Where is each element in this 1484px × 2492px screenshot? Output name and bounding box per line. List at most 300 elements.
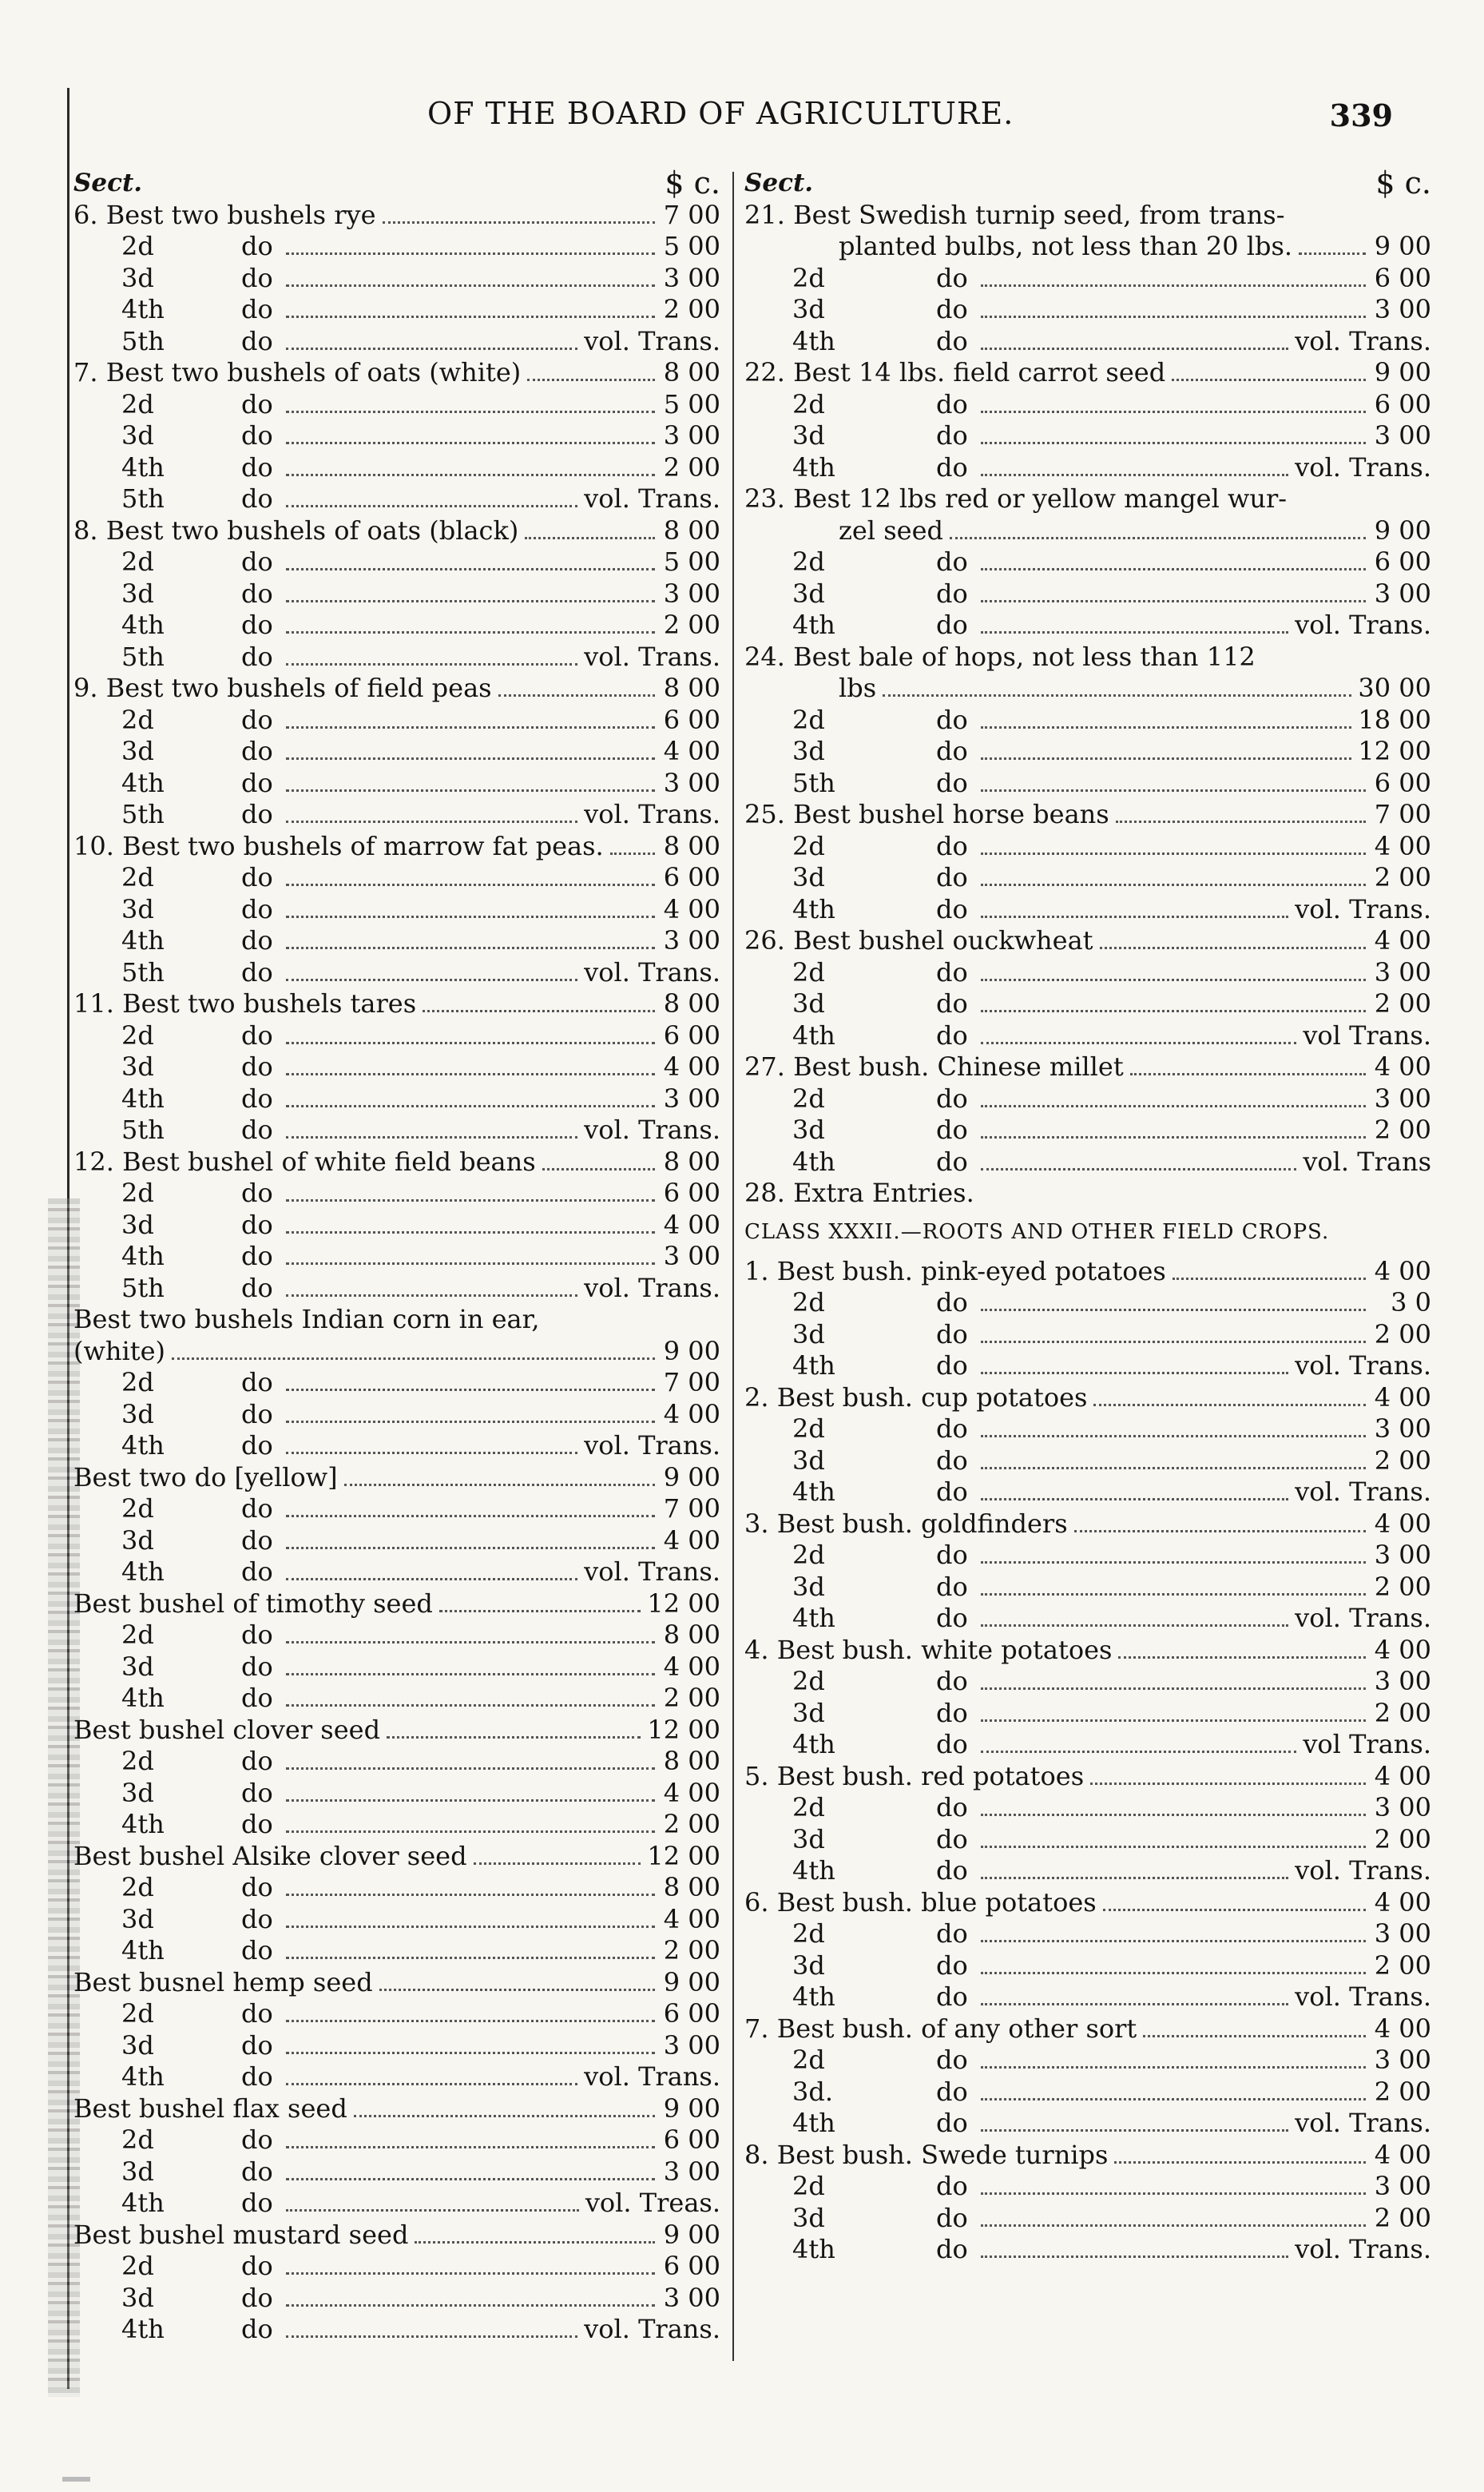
leader-dots (981, 1498, 1288, 1500)
prize-line (73, 1715, 720, 1747)
leader-dots (286, 1421, 655, 1423)
prize-amount: 7 00 (663, 1493, 720, 1524)
prize-line (73, 1998, 720, 2030)
place-label: 3d (792, 1949, 825, 1981)
entry-label: Best two do [yellow] (73, 1461, 338, 1492)
prize-amount: 4 00 (1374, 925, 1431, 956)
prize-line (73, 2220, 720, 2252)
prize-line (73, 1115, 720, 1147)
prize-line (744, 799, 1431, 831)
prize-line (73, 1210, 720, 1242)
leader-dots (286, 2178, 655, 2180)
prize-line (744, 1508, 1431, 1540)
prize-amount: 2 00 (1374, 988, 1431, 1019)
prize-line (73, 1273, 720, 1305)
prize-line (744, 1020, 1431, 1052)
right-prize-list (744, 200, 1431, 2266)
place-label: 5th (121, 641, 165, 672)
leader-dots (286, 1704, 655, 1707)
entry-label: Best busnel hemp seed (73, 1966, 373, 1997)
prize-amount: 4 00 (1374, 1760, 1431, 1791)
leader-dots (981, 757, 1352, 760)
prize-line (73, 2188, 720, 2220)
entry-label: 25. Best bushel horse beans (744, 799, 1109, 829)
place-label: 2d (121, 862, 154, 892)
ditto-label: do (936, 704, 968, 735)
prize-line (744, 2013, 1431, 2045)
place-label: 3d (792, 1445, 825, 1476)
place-label: 2d (792, 2171, 825, 2201)
prize-line (744, 831, 1431, 863)
ditto-label: do (936, 893, 968, 924)
place-label: 3d (792, 2202, 825, 2233)
ditto-label: do (936, 1019, 968, 1051)
prize-amount: 4 00 (1374, 830, 1431, 861)
ditto-label: do (241, 1083, 273, 1114)
prize-line (744, 200, 1431, 232)
leader-dots (286, 252, 655, 255)
prize-amount: 4 00 (1374, 2013, 1431, 2044)
ditto-label: do (936, 1540, 968, 1570)
leader-dots (981, 284, 1366, 287)
leader-dots (981, 1309, 1366, 1311)
leader-dots (286, 1452, 577, 1454)
prize-amount: 2 00 (663, 451, 720, 483)
place-label: 2d (121, 1178, 154, 1208)
leader-dots (981, 442, 1366, 444)
prize-amount: 7 00 (663, 1367, 720, 1397)
leader-dots (981, 1105, 1366, 1107)
prize-amount: 3 00 (1374, 956, 1431, 988)
prize-amount: 8 00 (663, 515, 720, 546)
ditto-label: do (241, 2061, 273, 2092)
place-label: 2d (121, 1998, 154, 2029)
prize-line (744, 1256, 1431, 1288)
prize-amount: 3 0 (1391, 1287, 1431, 1318)
leader-dots (542, 1168, 655, 1170)
ditto-label: do (936, 1918, 968, 1949)
prize-line (73, 420, 720, 452)
prize-line (744, 1729, 1431, 1761)
leader-dots (981, 1814, 1366, 1816)
place-label: 3d. (792, 2076, 834, 2107)
leader-dots (981, 1467, 1366, 1469)
page-header (0, 96, 1484, 152)
prize-amount: 4 00 (663, 1051, 720, 1082)
leader-dots (981, 2098, 1366, 2101)
prize-amount: vol. Treas. (585, 2188, 720, 2218)
prize-line (744, 515, 1431, 547)
prize-amount: 8 00 (663, 1146, 720, 1177)
prize-line (744, 420, 1431, 452)
prize-amount: 4 00 (1374, 1508, 1431, 1539)
place-label: 2d (792, 704, 825, 735)
prize-amount: vol. Trans. (1295, 1981, 1431, 2012)
left-prize-list (73, 200, 720, 2346)
prize-amount: 3 00 (663, 578, 720, 609)
leader-dots (981, 631, 1288, 634)
place-label: 3d (121, 262, 154, 293)
place-label: 4th (792, 893, 835, 924)
ditto-label: do (241, 1777, 273, 1808)
ditto-label: do (241, 1178, 273, 1208)
place-label: 4th (792, 610, 835, 640)
prize-amount: 9 00 (663, 2093, 720, 2124)
prize-line (73, 2061, 720, 2093)
prize-amount: vol. Trans. (1295, 2108, 1431, 2138)
leader-dots (354, 2115, 655, 2117)
ditto-label: do (936, 1603, 968, 1633)
ditto-label: do (241, 388, 273, 419)
place-label: 4th (121, 925, 165, 956)
place-label: 2d (792, 956, 825, 988)
prize-amount: vol. Trans. (1295, 451, 1431, 483)
left-column (73, 165, 720, 2346)
prize-amount: 6 00 (663, 704, 720, 735)
ditto-label: do (241, 2251, 273, 2281)
prize-amount: 3 00 (1374, 2045, 1431, 2075)
prize-line (73, 1651, 720, 1683)
leader-dots (286, 2335, 577, 2338)
place-label: 4th (121, 2188, 165, 2218)
leader-dots (981, 1751, 1297, 1753)
prize-line (744, 2234, 1431, 2266)
sect-label: Sect. (73, 169, 143, 197)
entry-label: 8. Best bush. Swede turnips (744, 2139, 1109, 2170)
dollars-cents-label: $ c. (1375, 165, 1431, 201)
prize-amount: 4 00 (663, 736, 720, 766)
leader-dots (286, 2083, 577, 2085)
leader-dots (981, 884, 1366, 886)
place-label: 4th (121, 1083, 165, 1114)
ditto-label: do (241, 1019, 273, 1051)
leader-dots (387, 1736, 641, 1739)
leader-dots (981, 1042, 1297, 1044)
prize-line (744, 294, 1431, 326)
ditto-label: do (936, 767, 968, 798)
ditto-label: do (936, 1477, 968, 1507)
leader-dots (286, 1894, 655, 1896)
place-label: 2d (792, 1083, 825, 1114)
ditto-label: do (936, 262, 968, 293)
prize-line (73, 1367, 720, 1399)
prize-amount: 4 00 (1374, 1886, 1431, 1918)
ditto-label: do (936, 578, 968, 609)
entry-label: 21. Best Swedish turnip seed, from trans- (744, 199, 1285, 230)
prize-line (73, 1336, 720, 1368)
entry-label: Best bushel Alsike clover seed (73, 1840, 467, 1871)
leader-dots (286, 631, 655, 634)
prize-line (744, 1540, 1431, 1572)
place-label: 4th (792, 451, 835, 483)
prize-line (73, 1147, 720, 1178)
prize-amount: 2 00 (1374, 1445, 1431, 1476)
entry-label: 6. Best bush. blue potatoes (744, 1886, 1097, 1918)
prize-line (744, 1603, 1431, 1635)
prize-line (744, 1445, 1431, 1477)
place-label: 4th (792, 1350, 835, 1381)
prize-line (73, 326, 720, 358)
prize-line (744, 1382, 1431, 1414)
ditto-label: do (936, 1855, 968, 1886)
ditto-label: do (241, 1241, 273, 1271)
leader-dots (1130, 1073, 1366, 1075)
prize-line (744, 263, 1431, 295)
prize-amount: 2 00 (1374, 1115, 1431, 1145)
prize-amount: 6 00 (1374, 388, 1431, 419)
entry-label: 9. Best two bushels of field peas (73, 673, 492, 703)
prize-line (744, 326, 1431, 358)
prize-line (744, 1950, 1431, 1982)
running-head: OF THE BOARD OF AGRICULTURE. (427, 96, 1014, 131)
prize-line (744, 1083, 1431, 1115)
prize-line (744, 705, 1431, 737)
prize-line (744, 1698, 1431, 1730)
place-label: 2d (121, 1746, 154, 1776)
leader-dots (286, 1105, 655, 1107)
prize-amount: 9 00 (663, 1461, 720, 1492)
prize-line (744, 357, 1431, 389)
prize-amount: 4 00 (663, 1651, 720, 1682)
prize-line (744, 1477, 1431, 1508)
ditto-label: do (936, 1792, 968, 1822)
ditto-label: do (241, 610, 273, 640)
prize-line (73, 705, 720, 737)
prize-amount: 2 00 (1374, 1318, 1431, 1349)
prize-amount: 4 00 (663, 1777, 720, 1808)
prize-amount: 3 00 (1374, 1413, 1431, 1444)
place-label: 4th (121, 451, 165, 483)
place-label: 4th (792, 1981, 835, 2012)
leader-dots (981, 979, 1366, 981)
leader-dots (981, 1010, 1366, 1012)
ditto-label: do (241, 1872, 273, 1902)
prize-line (73, 2124, 720, 2156)
prize-line (73, 673, 720, 705)
sect-label: Sect. (744, 169, 814, 197)
entry-label: 28. Extra Entries. (744, 1178, 974, 1208)
ditto-label: do (936, 830, 968, 861)
ditto-label: do (936, 451, 968, 483)
prize-line (73, 1493, 720, 1525)
leader-dots (981, 474, 1288, 476)
leader-dots (525, 537, 655, 539)
place-label: 4th (792, 325, 835, 356)
leader-dots (1103, 1909, 1366, 1911)
prize-line (744, 1855, 1431, 1887)
prize-line (73, 894, 720, 926)
ditto-label: do (241, 1903, 273, 1934)
ditto-label: do (241, 1430, 273, 1461)
page-number: 339 (1329, 97, 1393, 133)
prize-amount: 9 00 (1374, 231, 1431, 261)
prize-line (744, 1413, 1431, 1445)
prize-amount: vol. Trans. (1295, 1477, 1431, 1507)
prize-amount: 9 00 (663, 2219, 720, 2250)
place-label: 3d (121, 420, 154, 451)
leader-dots (172, 1357, 655, 1360)
right-column-header (744, 165, 1431, 201)
ditto-label: do (936, 1571, 968, 1602)
leader-dots (981, 411, 1366, 413)
prize-amount: vol. Trans. (1295, 610, 1431, 640)
ditto-label: do (241, 294, 273, 324)
prize-line (73, 1841, 720, 1873)
prize-amount: vol. Trans. (1295, 1350, 1431, 1381)
ditto-label: do (241, 1398, 273, 1429)
ditto-label: do (936, 1115, 968, 1145)
ditto-label: do (936, 1146, 968, 1177)
ditto-label: do (241, 799, 273, 829)
leader-dots (981, 568, 1366, 570)
place-label: 2d (792, 1540, 825, 1570)
place-label: 4th (121, 294, 165, 324)
prize-line (744, 2203, 1431, 2235)
ditto-label: do (936, 1445, 968, 1476)
prize-amount: 30 00 (1358, 673, 1431, 703)
place-label: 4th (121, 1935, 165, 1965)
prize-line (744, 1981, 1431, 2013)
ditto-label: do (241, 483, 273, 514)
leader-dots (286, 1199, 655, 1202)
ditto-label: do (241, 2314, 273, 2344)
prize-line (744, 1824, 1431, 1856)
leader-dots (286, 2209, 579, 2212)
prize-amount: 3 00 (663, 1083, 720, 1114)
prize-line (73, 546, 720, 578)
prize-line (744, 1918, 1431, 1950)
place-label: 2d (121, 1367, 154, 1397)
place-label: 3d (792, 1571, 825, 1602)
prize-line (744, 1792, 1431, 1824)
leader-dots (286, 348, 577, 350)
leader-dots (610, 853, 655, 855)
prize-line (73, 1935, 720, 1967)
leader-dots (950, 537, 1366, 539)
leader-dots (981, 1561, 1366, 1564)
leader-dots (981, 2066, 1366, 2069)
leader-dots (286, 505, 577, 507)
place-label: 3d (121, 1051, 154, 1082)
entry-label: 27. Best bush. Chinese millet (744, 1051, 1124, 1082)
prize-amount: vol. Trans. (584, 325, 720, 356)
leader-dots (286, 947, 655, 949)
prize-amount: vol. Trans. (584, 1272, 720, 1303)
place-label: 2d (121, 546, 154, 577)
entry-label: zel seed (839, 515, 943, 546)
leader-dots (286, 411, 655, 413)
ditto-label: do (936, 2076, 968, 2107)
ditto-label: do (241, 893, 273, 924)
prize-line (744, 2045, 1431, 2077)
leader-dots (981, 916, 1288, 918)
prize-line (73, 1620, 720, 1651)
prize-amount: 6 00 (1374, 262, 1431, 293)
prize-line (744, 389, 1431, 421)
prize-line (73, 1778, 720, 1810)
place-label: 3d (792, 294, 825, 324)
leader-dots (286, 979, 577, 981)
leader-dots (379, 1989, 655, 1991)
entry-label: 8. Best two bushels of oats (black) (73, 515, 519, 546)
prize-amount: 4 00 (1374, 1381, 1431, 1413)
prize-amount: 4 00 (1374, 2139, 1431, 2170)
leader-dots (286, 1294, 577, 1297)
prize-amount: 3 00 (1374, 1540, 1431, 1570)
leader-dots (286, 284, 655, 287)
right-column (744, 165, 1431, 2266)
leader-dots (981, 1372, 1288, 1374)
prize-amount: 2 00 (1374, 1697, 1431, 1728)
entry-label: (white) (73, 1335, 165, 1366)
leader-dots (981, 1940, 1366, 1942)
prize-line (744, 546, 1431, 578)
prize-amount: vol. Trans. (584, 1556, 720, 1587)
place-label: 3d (792, 988, 825, 1019)
prize-line (73, 1051, 720, 1083)
prize-amount: 2 00 (1374, 1571, 1431, 1602)
ditto-label: do (936, 1318, 968, 1349)
prize-line (744, 925, 1431, 957)
leader-dots (981, 2003, 1288, 2005)
left-column-header (73, 165, 720, 201)
place-label: 4th (121, 2314, 165, 2344)
place-label: 4th (121, 1809, 165, 1839)
ditto-label: do (936, 956, 968, 988)
leader-dots (981, 2224, 1366, 2227)
prize-amount: 4 00 (663, 1209, 720, 1240)
entry-label: Best bushel clover seed (73, 1714, 381, 1745)
prize-amount: vol Trans. (1303, 1019, 1431, 1051)
prize-amount: 2 00 (663, 1935, 720, 1965)
prize-amount: 4 00 (663, 1903, 720, 1934)
prize-amount: 4 00 (1374, 1255, 1431, 1286)
prize-amount: 3 00 (663, 2029, 720, 2061)
place-label: 4th (121, 2061, 165, 2092)
leader-dots (1114, 2161, 1366, 2164)
leader-dots (981, 1168, 1297, 1170)
leader-dots (286, 1136, 577, 1139)
prize-amount: 7 00 (663, 199, 720, 230)
place-label: 3d (121, 1903, 154, 1934)
leader-dots (286, 600, 655, 602)
prize-amount: 2 00 (1374, 2076, 1431, 2107)
ditto-label: do (241, 546, 273, 577)
place-label: 3d (121, 578, 154, 609)
place-label: 4th (121, 1241, 165, 1271)
prize-line (73, 642, 720, 674)
place-label: 4th (121, 1556, 165, 1587)
entry-label: 6. Best two bushels rye (73, 199, 376, 230)
prize-line (73, 483, 720, 515)
prize-line (73, 799, 720, 831)
prize-amount: 2 00 (1374, 1949, 1431, 1981)
prize-amount: 3 00 (1374, 1792, 1431, 1822)
ditto-label: do (241, 1935, 273, 1965)
leader-dots (286, 1767, 655, 1770)
prize-amount: 8 00 (663, 1872, 720, 1902)
place-label: 2d (121, 1872, 154, 1902)
prize-line (744, 862, 1431, 894)
prize-line (73, 2093, 720, 2125)
leader-dots (423, 1010, 655, 1012)
prize-line (73, 515, 720, 547)
leader-dots (286, 1799, 655, 1802)
prize-amount: vol. Trans (1303, 1146, 1431, 1177)
prize-amount: 2 00 (663, 294, 720, 324)
place-label: 3d (792, 578, 825, 609)
prize-amount: 5 00 (663, 546, 720, 577)
